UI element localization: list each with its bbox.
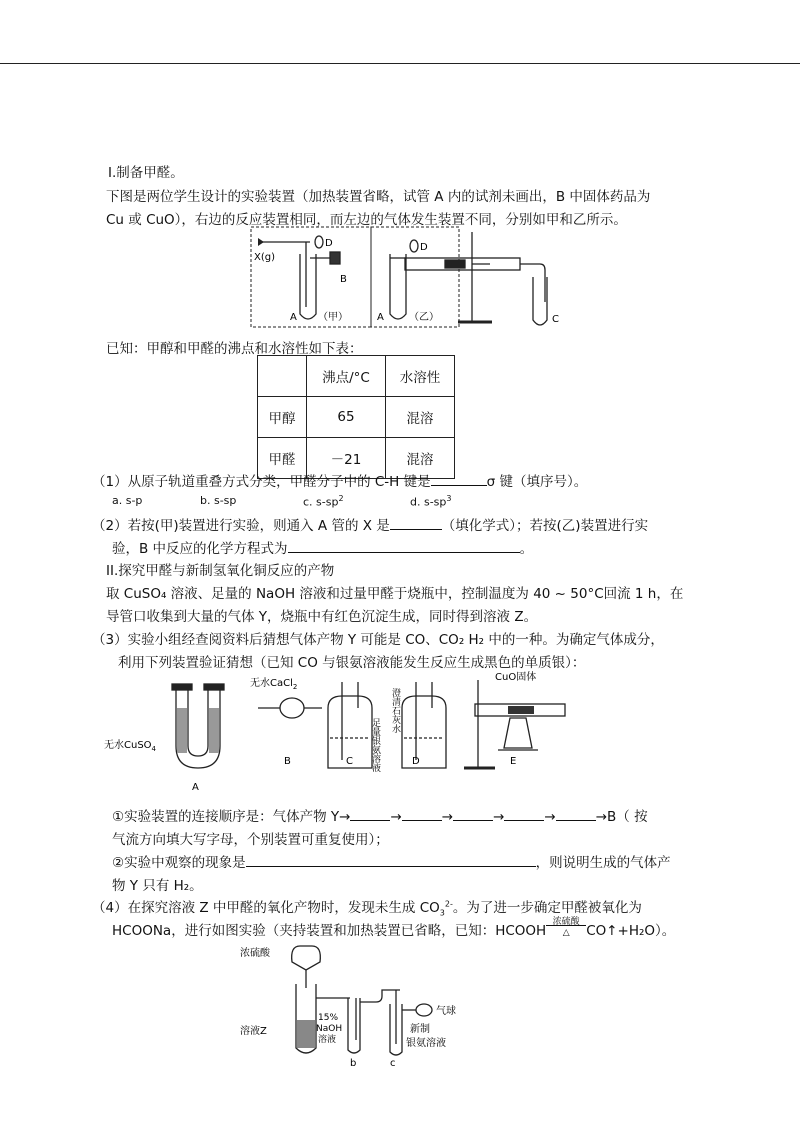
part1-intro-line2: Cu 或 CuO），右边的反应装置相同，而左边的气体发生装置不同，分别如甲和乙所示。 bbox=[106, 212, 627, 228]
arrow-icon bbox=[258, 238, 264, 246]
q4-line2 bbox=[112, 919, 675, 939]
q4-arrow-line bbox=[546, 925, 586, 926]
q3a-arrow: → bbox=[493, 809, 505, 825]
solution-z-fill bbox=[297, 1020, 315, 1048]
q4-sup: 2- bbox=[444, 899, 453, 909]
label-cuso4-sub: 4 bbox=[151, 745, 157, 753]
q1-text-end: σ 键（填序号）。 bbox=[486, 474, 588, 490]
q1-option-c-sup: 2 bbox=[338, 494, 344, 503]
q1-option-c bbox=[303, 494, 344, 509]
label-d-reagent: 澄清石灰水 bbox=[390, 688, 400, 733]
cuo-solid bbox=[508, 706, 534, 714]
balloon bbox=[416, 1004, 432, 1016]
label-a: A bbox=[192, 782, 199, 793]
label-cacl2-sub: 2 bbox=[292, 683, 298, 691]
bulb-d-yi bbox=[410, 240, 418, 252]
label-xg: X(g) bbox=[254, 252, 276, 263]
label-fresh: 新制 bbox=[410, 1024, 430, 1035]
answer-blank[interactable] bbox=[556, 808, 596, 821]
q3a-arrow: → bbox=[544, 809, 556, 825]
bulb-b bbox=[280, 698, 304, 718]
label-naoh-2: NaOH bbox=[316, 1024, 343, 1034]
q3a-line1 bbox=[112, 805, 648, 825]
label-sol-z: 溶液Z bbox=[240, 1026, 267, 1037]
test-tube-a-jia bbox=[300, 254, 316, 319]
label-cuo: CuO固体 bbox=[495, 672, 537, 683]
stopper-a1 bbox=[172, 684, 192, 690]
answer-blank[interactable] bbox=[402, 808, 442, 821]
q1-option-b: b. s-sp bbox=[200, 494, 237, 507]
q1-option-d-sup: 3 bbox=[446, 494, 452, 503]
known-text: 已知：甲醇和甲醛的沸点和水溶性如下表： bbox=[106, 341, 363, 357]
q3a-line2: 气流方向填大写字母，个别装置可重复使用）； bbox=[112, 832, 389, 848]
q1-option-d-text: d. s-sp bbox=[410, 495, 447, 509]
q1-text: （1）从原子轨道重叠方式分类，甲醛分子中的 C-H 键是 bbox=[92, 474, 431, 490]
header-cell: 水溶性 bbox=[386, 356, 455, 397]
table-cell: 甲醇 bbox=[258, 397, 307, 438]
label-c-reagent: 足量银氨溶液 bbox=[370, 718, 380, 772]
answer-blank[interactable] bbox=[350, 808, 390, 821]
stopper-jia bbox=[330, 252, 340, 264]
answer-blank[interactable] bbox=[390, 517, 442, 530]
cuso4-solid-2 bbox=[209, 708, 219, 753]
label-b: B bbox=[284, 756, 291, 767]
q2-line2 bbox=[112, 537, 533, 557]
connect-2 bbox=[360, 990, 400, 1002]
label-naoh-3: 溶液 bbox=[318, 1035, 337, 1045]
label-cacl2 bbox=[250, 676, 297, 691]
q4-text-c: HCOONa，进行如图实验（夹持装置和加热装置已省略，已知：HCOOH bbox=[112, 923, 547, 939]
label-c: c bbox=[390, 1058, 396, 1069]
q2-text-d: 。 bbox=[519, 541, 534, 557]
table-cell: 混溶 bbox=[386, 397, 455, 438]
bulb-d-jia bbox=[315, 236, 323, 248]
top-rule bbox=[0, 63, 800, 64]
q1-line bbox=[92, 470, 587, 490]
label-d-yi: D bbox=[420, 242, 428, 253]
label-d-jia: D bbox=[325, 238, 333, 249]
q3b-text: ②实验中观察的现象是 bbox=[112, 855, 246, 871]
label-a-yi: A bbox=[377, 312, 384, 323]
q2-text-a: （2）若按(甲)装置进行实验，则通入 A 管的 X 是 bbox=[92, 518, 390, 534]
q1-option-d bbox=[410, 494, 451, 509]
q3a-arrow: → bbox=[390, 809, 402, 825]
part1-intro-line1: 下图是两位学生设计的实验装置（加热装置省略，试管 A 内的试剂未画出，B 中固体药品为 bbox=[106, 189, 651, 205]
q4-text-a: （4）在探究溶液 Z 中甲醛的氧化产物时，发现未生成 CO bbox=[92, 900, 440, 916]
cuso4-solid bbox=[177, 708, 187, 753]
tube-b bbox=[348, 998, 360, 1053]
u-tube-a-inner bbox=[188, 688, 208, 756]
q3-line1: （3）实验小组经查阅资料后猜想气体产物 Y 可能是 CO、CO₂ H₂ 中的一种。为确定气体成分， bbox=[92, 632, 664, 648]
properties-table bbox=[257, 355, 455, 479]
part1-title: I.制备甲醛。 bbox=[108, 165, 184, 181]
header-cell bbox=[258, 356, 307, 397]
part2-line2: 导管口收集到大量的气体 Y，烧瓶中有红色沉淀生成，同时得到溶液 Z。 bbox=[106, 609, 538, 625]
q4-under: △ bbox=[562, 928, 570, 938]
answer-blank[interactable] bbox=[504, 808, 544, 821]
q2-text-b: （填化学式）；若按(乙)装置进行实 bbox=[441, 518, 649, 534]
label-balloon: 气球 bbox=[436, 1006, 456, 1017]
table-cell: －21 bbox=[307, 438, 386, 479]
apparatus-figure-1 bbox=[240, 222, 580, 332]
label-ag: 银氨溶液 bbox=[406, 1038, 446, 1049]
burner-e bbox=[504, 718, 532, 748]
q3b-text-end: ，则说明生成的气体产 bbox=[535, 855, 671, 871]
label-a-jia: A bbox=[290, 312, 297, 323]
q3b-line1 bbox=[112, 851, 671, 871]
q3a-arrow: → bbox=[441, 809, 454, 825]
answer-blank[interactable] bbox=[246, 854, 536, 867]
q1-option-c-text: c. s-sp bbox=[303, 495, 339, 509]
label-c: C bbox=[552, 314, 559, 325]
header-cell: 沸点/°C bbox=[307, 356, 386, 397]
label-jia: （甲） bbox=[318, 312, 348, 323]
q3-line2: 利用下列装置验证猜想（已知 CO 与银氨溶液能发生反应生成黑色的单质银）： bbox=[118, 655, 586, 671]
label-b: b bbox=[350, 1058, 357, 1069]
table-header-row bbox=[258, 356, 455, 397]
solid-b bbox=[445, 260, 465, 268]
q2-line1 bbox=[92, 514, 648, 534]
q3a-text-end: →B（ 按 bbox=[595, 809, 648, 825]
funnel bbox=[292, 946, 321, 970]
label-e: E bbox=[510, 756, 517, 767]
apparatus-figure-3 bbox=[240, 940, 480, 1070]
answer-blank[interactable] bbox=[288, 540, 520, 553]
label-naoh-1: 15% bbox=[318, 1013, 339, 1023]
q4-text-d: CO↑+H₂O）。 bbox=[586, 923, 676, 939]
q4-over: 浓硫酸 bbox=[552, 917, 580, 927]
table-row bbox=[258, 397, 455, 438]
table-cell: 甲醛 bbox=[258, 438, 307, 479]
q2-text-c: 验，B 中反应的化学方程式为 bbox=[112, 541, 288, 557]
table-cell: 混溶 bbox=[386, 438, 455, 479]
apparatus-figure-2 bbox=[100, 668, 620, 796]
part2-line1: 取 CuSO₄ 溶液、足量的 NaOH 溶液和过量甲醛于烧瓶中，控制温度为 40 ~ 50°C回流 1 h，在 bbox=[106, 586, 684, 602]
part2-title: II.探究甲醛与新制氢氧化铜反应的产物 bbox=[106, 563, 335, 579]
q3b-line2: 物 Y 只有 H₂。 bbox=[112, 878, 203, 894]
stopper-a2 bbox=[204, 684, 224, 690]
q3a-text: ①实验装置的连接顺序是：气体产物 Y→ bbox=[112, 809, 351, 825]
label-b: B bbox=[340, 274, 347, 285]
label-acid: 浓硫酸 bbox=[240, 948, 270, 959]
label-d: D bbox=[412, 756, 420, 767]
test-tube-a-yi bbox=[390, 254, 406, 319]
q4-text-b: 。为了进一步确定甲醛被氧化为 bbox=[452, 900, 642, 916]
label-cacl2-text: 无水CaCl bbox=[250, 678, 293, 689]
answer-blank[interactable] bbox=[453, 808, 493, 821]
table-cell: 65 bbox=[307, 397, 386, 438]
bottle-d bbox=[402, 696, 446, 768]
q1-option-a: a. s-p bbox=[112, 494, 143, 507]
label-cuso4 bbox=[104, 738, 157, 753]
label-yi: （乙） bbox=[409, 312, 439, 323]
label-cuso4-text: 无水CuSO bbox=[104, 740, 152, 751]
label-c: C bbox=[346, 756, 353, 767]
q4-sub: 3 bbox=[439, 908, 445, 918]
answer-blank[interactable] bbox=[431, 473, 487, 486]
